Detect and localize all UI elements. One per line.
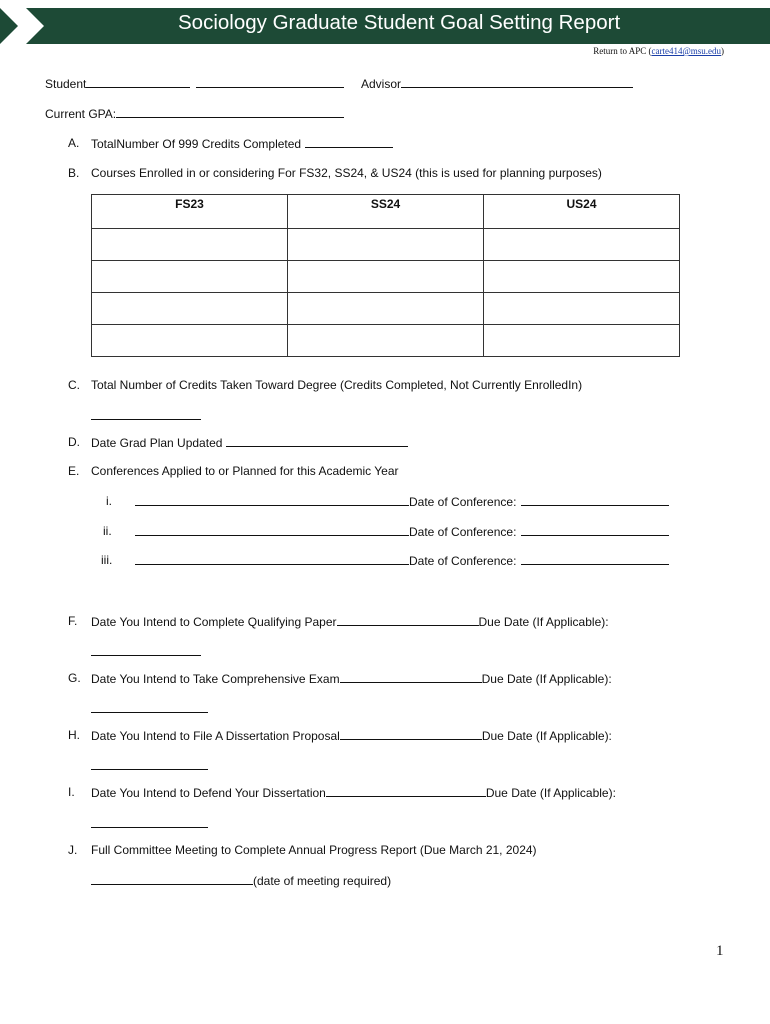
item-g-date-input-line[interactable]: [340, 671, 482, 683]
conference-date-label: Date of Conference:: [409, 495, 517, 509]
gpa-label: Current GPA:: [45, 107, 117, 121]
item-e-letter: E.: [68, 464, 80, 478]
item-i-due-label: Due Date (If Applicable):: [485, 786, 616, 800]
item-j-letter: J.: [68, 843, 78, 857]
item-h-text: Date You Intend to File A Dissertation Proposal: [91, 729, 340, 743]
item-c-text: Total Number of Credits Taken Toward Degree (Credits Completed, Not Currently EnrolledIn): [91, 378, 583, 392]
conference-numeral-ii: ii.: [103, 524, 112, 538]
conference-numeral-i: i.: [106, 494, 112, 508]
table-cell[interactable]: [484, 325, 680, 357]
conference-numeral-iii: iii.: [101, 553, 113, 567]
item-j-text: Full Committee Meeting to Complete Annual Progress Report (Due March 21, 2024): [91, 843, 537, 857]
item-a-text: TotalNumber Of 999 Credits Completed: [91, 137, 302, 151]
item-f-text: Date You Intend to Complete Qualifying Paper: [91, 615, 337, 629]
item-g-letter: G.: [68, 671, 81, 685]
return-email-link[interactable]: carte414@msu.edu: [651, 46, 721, 56]
conference-date-label: Date of Conference:: [409, 525, 517, 539]
item-j-meeting: [91, 873, 391, 888]
conference-name-input-line[interactable]: [135, 553, 409, 565]
conference-name-input-line[interactable]: [135, 494, 409, 506]
table-row: [92, 261, 680, 293]
conference-row-iii: [135, 553, 669, 568]
item-i-date-input-line[interactable]: [326, 785, 486, 797]
table-cell[interactable]: [92, 293, 288, 325]
item-c-letter: C.: [68, 378, 80, 392]
item-j-input-line[interactable]: [91, 873, 253, 885]
table-cell[interactable]: [288, 325, 484, 357]
item-h-letter: H.: [68, 728, 80, 742]
item-i-text: Date You Intend to Defend Your Dissertation: [91, 786, 326, 800]
column-header-us24: US24: [484, 195, 680, 229]
student-input-line[interactable]: [86, 76, 190, 88]
courses-table: [91, 194, 680, 357]
gpa-field: [45, 106, 344, 121]
page-number: 1: [716, 943, 724, 959]
item-f-letter: F.: [68, 614, 78, 628]
return-instruction: Return to APC (carte414@msu.edu): [593, 46, 724, 56]
item-b-letter: B.: [68, 166, 80, 180]
item-f-due-label: Due Date (If Applicable):: [478, 615, 609, 629]
page-title: Sociology Graduate Student Goal Setting Report: [178, 11, 621, 34]
student-label: Student: [45, 77, 87, 91]
item-f: [91, 614, 609, 629]
conference-date-input-line[interactable]: [521, 553, 669, 565]
item-j-note: (date of meeting required): [253, 874, 392, 888]
conference-date-label: Date of Conference:: [409, 554, 517, 568]
courses-table-header-row: [92, 195, 680, 229]
item-d-letter: D.: [68, 435, 80, 449]
item-f-date-input-line[interactable]: [337, 614, 479, 626]
table-cell[interactable]: [288, 261, 484, 293]
item-i: [91, 785, 616, 800]
table-row: [92, 229, 680, 261]
table-cell[interactable]: [92, 229, 288, 261]
conference-date-input-line[interactable]: [521, 494, 669, 506]
table-cell[interactable]: [484, 293, 680, 325]
column-header-fs23: FS23: [92, 195, 288, 229]
table-cell[interactable]: [288, 229, 484, 261]
item-d: [91, 435, 408, 450]
item-g: [91, 671, 612, 686]
table-row: [92, 325, 680, 357]
conference-date-input-line[interactable]: [521, 524, 669, 536]
chevron-logo-icon: [0, 8, 46, 44]
column-header-ss24: SS24: [288, 195, 484, 229]
student-input-line-2[interactable]: [196, 76, 344, 88]
item-h-due-label: Due Date (If Applicable):: [481, 729, 612, 743]
item-f-due-input-line[interactable]: [91, 655, 201, 656]
table-cell[interactable]: [288, 293, 484, 325]
item-h: [91, 728, 612, 743]
item-i-letter: I.: [68, 785, 75, 799]
item-c-input-line[interactable]: [91, 419, 201, 420]
item-g-due-input-line[interactable]: [91, 712, 208, 713]
conference-name-input-line[interactable]: [135, 524, 409, 536]
item-h-due-input-line[interactable]: [91, 769, 208, 770]
item-d-text: Date Grad Plan Updated: [91, 436, 223, 450]
table-row: [92, 293, 680, 325]
item-g-text: Date You Intend to Take Comprehensive Exam: [91, 672, 340, 686]
table-cell[interactable]: [484, 261, 680, 293]
advisor-field: [361, 76, 633, 91]
conference-row-ii: [135, 524, 669, 539]
item-h-date-input-line[interactable]: [340, 728, 482, 740]
item-a: [91, 136, 393, 151]
table-cell[interactable]: [92, 261, 288, 293]
item-g-due-label: Due Date (If Applicable):: [481, 672, 612, 686]
item-a-letter: A.: [68, 136, 80, 150]
table-cell[interactable]: [484, 229, 680, 261]
item-d-input-line[interactable]: [226, 435, 408, 447]
conference-row-i: [135, 494, 669, 509]
student-field: [45, 76, 344, 91]
item-a-input-line[interactable]: [305, 136, 393, 148]
gpa-input-line[interactable]: [116, 106, 344, 118]
table-cell[interactable]: [92, 325, 288, 357]
advisor-input-line[interactable]: [401, 76, 633, 88]
item-e-text: Conferences Applied to or Planned for this Academic Year: [91, 464, 399, 478]
item-i-due-input-line[interactable]: [91, 827, 208, 828]
advisor-label: Advisor: [361, 77, 402, 91]
item-b-text: Courses Enrolled in or considering For FS32, SS24, & US24 (this is used for planning purposes): [91, 166, 602, 180]
